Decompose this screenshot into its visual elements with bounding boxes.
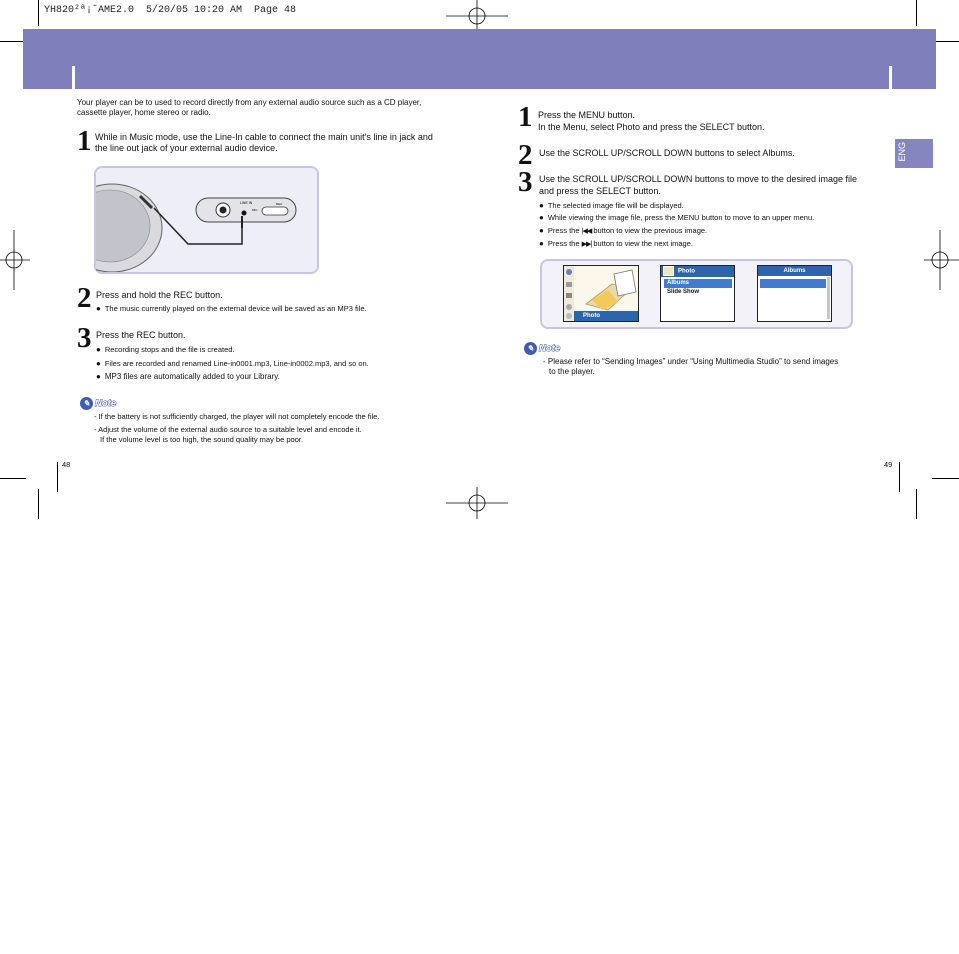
menu-item-slide-show[interactable]: Slide Show [667,289,700,295]
right-bullet-next: ● Press the ▶▶| button to view the next image. [539,239,693,250]
mic-label: MIC [252,208,258,212]
page-number-left: 48 [62,460,71,469]
pencil-icon: ✎ [80,397,93,410]
menu-item-albums[interactable]: Albums [664,279,732,288]
left-note-2: - Adjust the volume of the external audio source to a suitable level and encode it. [94,425,362,434]
step-3-bullet-2: ● Files are recorded and renamed Line-in0001.mp3, Line-in0002.mp3, and so on. [96,359,369,369]
photo-menu-titlebar: Photo [661,266,734,277]
right-step-3-line-1: Use the SCROLL UP/SCROLL DOWN buttons to move to the desired image file [539,174,857,184]
line-in-illustration [94,166,319,274]
previous-track-icon: |◀◀ [581,228,592,235]
language-tab [895,139,933,168]
note-icon-left: ✎ Note [80,397,122,411]
albums-screen [757,265,832,322]
albums-selected-row[interactable] [760,279,826,288]
right-bullet-2: ● While viewing the image file, press the MENU button to move to an upper menu. [539,213,814,223]
left-note-1: - If the battery is not sufficiently charged, the player will not completely encode the file. [94,412,380,421]
step-number-2: 2 [77,282,92,314]
photo-folder-icon [663,266,674,276]
right-step-1-line-1: Press the MENU button. [538,110,636,120]
photo-screen-label: Photo [574,311,638,321]
note-icon-right: ✎ Note [524,342,566,356]
albums-titlebar: Albums [758,266,831,276]
right-step-2-line-1: Use the SCROLL UP/SCROLL DOWN buttons to select Albums. [539,148,795,158]
step-3-text: Press the REC button. [96,330,186,340]
right-note-1: - Please refer to “Sending Images” under “Using Multimedia Studio” to send images [543,357,839,366]
right-note-2: to the player. [549,367,595,376]
next-track-icon: ▶▶| [581,241,592,248]
right-step-3-line-2: and press the SELECT button. [539,186,661,196]
page-number-right: 49 [884,460,893,469]
line-in-jack-label: LINE IN [240,201,253,205]
left-note-3: If the volume level is too high, the sound quality may be poor. [100,435,304,444]
rec-label: REC [276,202,283,206]
step-3-bullet-3: ● MP3 files are automatically added to your Library. [96,372,280,382]
language-tab-label: ENG [897,142,907,162]
right-step-number-3: 3 [518,166,533,198]
right-bullet-prev: ● Press the |◀◀ button to view the previous image. [539,226,707,237]
albums-scrollbar[interactable] [827,277,830,319]
photo-main-screen [563,265,639,322]
intro-text: Your player can be to used to record directly from any external audio source such as a CD player, cassette player, home stereo or radio. [77,98,422,117]
step-3-bullet-1: ● Recording stops and the file is created. [96,345,235,355]
photo-menu-screen [660,265,735,322]
header-tab-left [72,66,75,89]
step-number-1: 1 [77,125,92,157]
right-step-1-line-2: In the Menu, select Photo and press the SELECT button. [538,122,765,132]
pencil-icon: ✎ [524,342,537,355]
step-2-bullet: ● The music currently played on the external device will be saved as an MP3 file. [96,304,367,314]
step-number-3: 3 [77,322,92,354]
header-tab-right [889,66,892,89]
device-drawing [96,168,317,272]
step-1-text: While in Music mode, use the Line-In cable to connect the main unit's line in jack and the line out jack of your external audio device. [95,132,433,153]
right-step-number-2: 2 [518,139,533,171]
step-2-text: Press and hold the REC button. [96,290,223,300]
header-band [23,29,936,89]
right-bullet-1: ● The selected image file will be displayed. [539,201,684,211]
print-slug: YH820²ª¡ˆAME2.0 5/20/05 10:20 AM Page 48 [44,5,297,16]
right-step-number-1: 1 [518,101,533,133]
